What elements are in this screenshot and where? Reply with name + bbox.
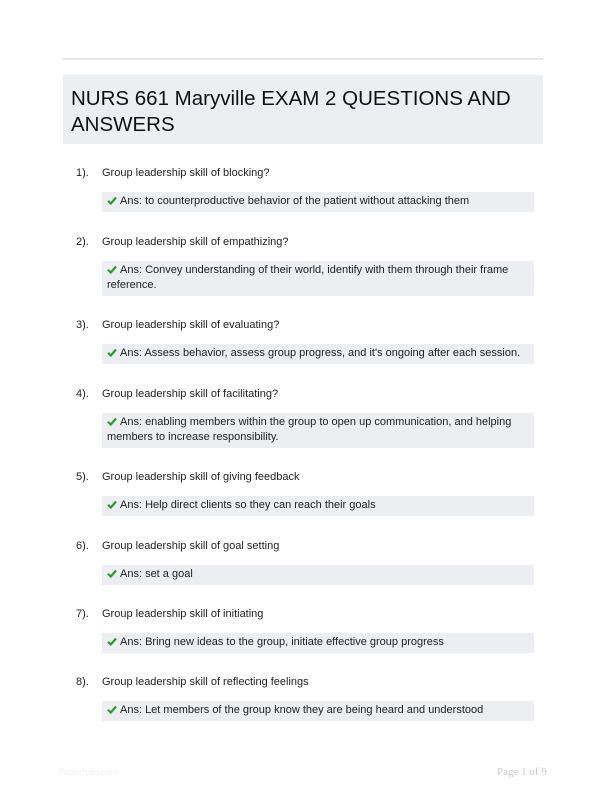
question-text: Group leadership skill of evaluating? [102,319,280,331]
top-divider [63,58,543,60]
checkmark-icon [107,417,117,426]
answer-text: Ans: set a goal [120,568,193,580]
question-number: 8). [76,676,89,688]
checkmark-icon [107,569,117,578]
answer-text: Ans: enabling members within the group to open up communication, and helping members to increase responsibility. [107,416,512,443]
question-text: Group leadership skill of goal setting [102,540,280,552]
question-number: 4). [76,388,89,400]
question-number: 1). [76,167,89,179]
checkmark-icon [107,705,117,714]
answer-box [102,633,534,653]
checkmark-icon [107,637,117,646]
page-number: Page 1 of 9 [497,766,547,778]
question-text: Group leadership skill of giving feedback [102,471,300,483]
footer-watermark: Paperfolio.com [58,767,119,777]
checkmark-icon [107,348,117,357]
answer-text: Ans: Bring new ideas to the group, initiate effective group progress [120,636,444,648]
title-banner [63,75,543,144]
question-text: Group leadership skill of empathizing? [102,236,289,248]
answer-box [102,496,534,516]
answer-box [102,261,534,296]
answer-box [102,565,534,585]
checkmark-icon [107,500,117,509]
question-text: Group leadership skill of initiating [102,608,264,620]
question-text: Group leadership skill of reflecting feelings [102,676,309,688]
answer-text: Ans: Assess behavior, assess group progress, and it's ongoing after each session. [120,347,521,359]
checkmark-icon [107,196,117,205]
question-number: 5). [76,471,89,483]
question-text: Group leadership skill of blocking? [102,167,270,179]
answer-box [102,344,534,364]
question-text: Group leadership skill of facilitating? [102,388,279,400]
question-number: 7). [76,608,89,620]
answer-box [102,413,534,448]
question-number: 3). [76,319,89,331]
document-title: NURS 661 Maryville EXAM 2 QUESTIONS AND ANSWERS [71,87,511,136]
answer-text: Ans: to counterproductive behavior of the patient without attacking them [120,195,470,207]
answer-text: Ans: Let members of the group know they are being heard and understood [120,704,484,716]
answer-text: Ans: Convey understanding of their world, identify with them through their frame reference. [107,264,509,291]
answer-text: Ans: Help direct clients so they can reach their goals [120,499,376,511]
checkmark-icon [107,265,117,274]
answer-box [102,192,534,212]
answer-box [102,701,534,721]
question-number: 6). [76,540,89,552]
question-number: 2). [76,236,89,248]
